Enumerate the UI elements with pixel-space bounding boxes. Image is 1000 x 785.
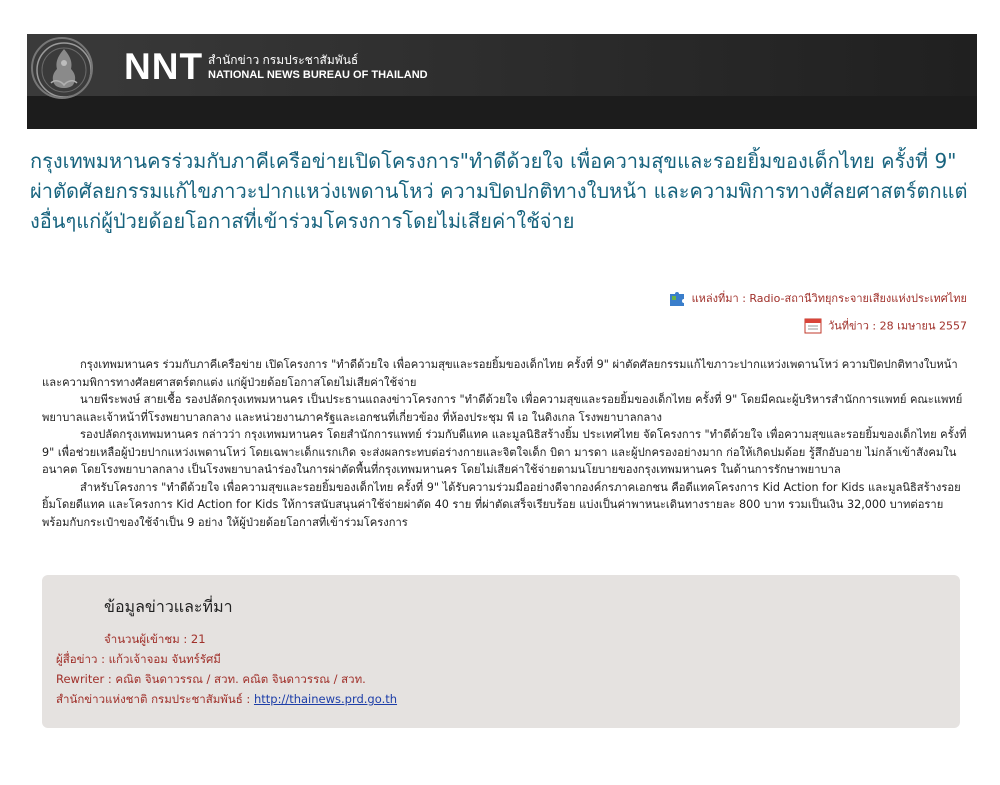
article-headline: กรุงเทพมหานครร่วมกับภาคีเครือข่ายเปิดโครงการ"ทำดีด้วยใจ เพื่อความสุขและรอยยิ้มของเด็กไทย ครั้งที่ 9" ผ่าตัดศัลยกรรมแก้ไขภาวะปากแหว่งเพดานโหว่ ความปิดปกติทางใบหน้า และความพิการทางศัลยศาสตร์ตกแต่งอื่นๆแก่ผู้ป่วยด้อยโอกาสที่เข้าร่วมโครงการโดยไม่เสียค่าใช้จ่าย [30, 149, 968, 233]
article-body [42, 356, 967, 531]
puzzle-icon [668, 290, 686, 309]
org-name-en: NATIONAL NEWS BUREAU OF THAILAND [208, 69, 428, 81]
seal-icon[interactable] [31, 37, 93, 99]
article-paragraph: กรุงเทพมหานคร ร่วมกับภาคีเครือข่าย เปิดโครงการ "ทำดีด้วยใจ เพื่อความสุขและรอยยิ้มของเด็กไทย ครั้งที่ 9" ผ่าตัดศัลยกรรมแก้ไขภาวะปากแหว่งเพดานโหว่ ความปิดปกติทางใบหน้า และความพิการทางศัลยศาสตร์ตกแต่ง แก่ผู้ป่วยด้อยโอกาสโดยไม่เสียค่าใช้จ่าย [42, 358, 958, 389]
site-header [27, 34, 977, 129]
news-info-box [42, 575, 960, 728]
article-source-text: แหล่งที่มา : Radio-สถานีวิทยุกระจายเสียงแห่งประเทศไทย [691, 292, 967, 305]
reporter: ผู้สื่อข่าว : แก้วเจ้าจอม จันทร์รัศมี [56, 652, 221, 666]
article-date [567, 316, 967, 337]
view-count: จำนวนผู้เข้าชม : 21 [104, 632, 206, 646]
logo-text[interactable]: NNT [124, 46, 204, 87]
info-title: ข้อมูลข่าวและที่มา [104, 597, 233, 616]
article-date-text: วันที่ข่าว : 28 เมษายน 2557 [828, 319, 967, 333]
article-paragraph: สำหรับโครงการ "ทำดีด้วยใจ เพื่อความสุขและรอยยิ้มของเด็กไทย ครั้งที่ 9" ได้รับความร่วมมืออย่างดีจากองค์กรภาคเอกชน คือดีแทคโครงการ Kid Action for Kids และมูลนิธิสร้างรอยยิ้มโดยดีแทค และโครงการ Kid Action for Kids ให้การสนับสนุนค่าใช้จ่ายผ่าตัด 40 ราย ที่ผ่าตัดเสร็จเรียบร้อย แบ่งเป็นค่าพาหนะเดินทางรายละ 800 บาท รวมเป็นเงิน 32,000 บาทต่อราย พร้อมกับกระเป๋าของใช้จำเป็น 9 อย่าง ให้ผู้ป่วยด้อยโอกาสที่เข้าร่วมโครงการ [42, 480, 961, 529]
rewriter: Rewriter : คณิต จินดาวรรณ / สวท. คณิต จินดาวรรณ / สวท. [56, 672, 366, 686]
article-paragraph: นายพีระพงษ์ สายเชื้อ รองปลัดกรุงเทพมหานคร เป็นประธานแถลงข่าวโครงการ "ทำดีด้วยใจ เพื่อความสุขและรอยยิ้มของเด็กไทย ครั้งที่ 9" โดยมีคณะผู้บริหารสำนักการแพทย์ คณะแพทย์พยาบาลและเจ้าหน้าที่โรงพยาบาลกลาง และหน่วยงานภาครัฐและเอกชนที่เกี่ยวข้อง ที่ห้องประชุม พี เอ ในดิงเกล โรงพยาบาลกลาง [42, 393, 963, 424]
article-source [567, 289, 967, 309]
calendar-icon [804, 316, 822, 337]
agency-label: สำนักข่าวแห่งชาติ กรมประชาสัมพันธ์ : [56, 692, 254, 706]
agency-line [56, 691, 397, 709]
agency-link[interactable]: http://thainews.prd.go.th [253, 692, 398, 706]
org-name-th: สำนักข่าว กรมประชาสัมพันธ์ [208, 53, 359, 67]
article-paragraph: รองปลัดกรุงเทพมหานคร กล่าวว่า กรุงเทพมหานคร โดยสำนักการแพทย์ ร่วมกับดีแทค และมูลนิธิสร้างยิ้ม ประเทศไทย จัดโครงการ "ทำดีด้วยใจ เพื่อความสุขและรอยยิ้มของเด็กไทย ครั้งที่ 9" เพื่อช่วยเหลือผู้ป่วยปากแหว่งเพดานโหว่ โดยเฉพาะเด็กแรกเกิด จะส่งผลกระทบต่อร่างกายและจิตใจเด็ก บิดา มารดา และผู้ปกครองอย่างมาก ก่อให้เกิดปมด้อย รู้สึกอับอาย ไม่กล้าเข้าสังคมในอนาคต โดยโรงพยาบาลกลาง เป็นโรงพยาบาลนำร่องในการผ่าตัดพื้นที่กรุงเทพมหานคร โดยไม่เสียค่าใช้จ่ายตามนโยบายของกรุงเทพมหานคร ในด้านการรักษาพยาบาล [42, 428, 967, 476]
